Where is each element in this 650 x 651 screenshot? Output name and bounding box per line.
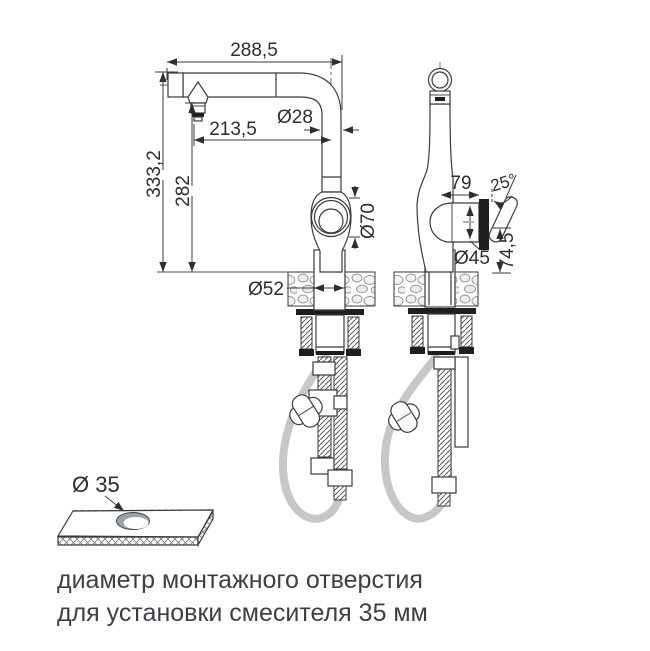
body-profile (417, 104, 453, 272)
hose-nut (328, 470, 352, 486)
mounting-stud (461, 316, 472, 347)
mounting-hole-bottom (124, 517, 149, 529)
dim-side-body-diameter: Ø45 (454, 248, 490, 269)
dim-handle-clearance: 74,5 (497, 232, 518, 270)
under-counter-assembly-side (382, 308, 476, 519)
front-view (144, 40, 379, 519)
handle-base (479, 199, 489, 250)
mounting-bracket (455, 357, 468, 447)
caption-line-1: диаметр монтажного отверстия (57, 566, 423, 594)
spout (183, 73, 341, 192)
dim-spout-reach: 213,5 (209, 119, 257, 140)
dim-aerator-height: 282 (173, 175, 194, 207)
caption-line-2: для установки смесителя 35 мм (57, 599, 428, 627)
aerator (191, 103, 205, 113)
mounting-stud (348, 317, 359, 349)
dim-body-diameter: Ø70 (358, 203, 379, 239)
mounting-stud (412, 316, 423, 347)
cutout-inset (58, 472, 213, 545)
supply-hose (438, 357, 451, 477)
pullout-hose (283, 357, 342, 519)
dim-hole-diameter: Ø 35 (72, 472, 120, 497)
side-view (382, 62, 519, 519)
dim-tube-diameter: Ø28 (277, 107, 313, 128)
slab-front-face (58, 537, 198, 545)
dim-handle-angle: 25° (488, 169, 519, 196)
dim-handle-offset: 79 (450, 173, 472, 194)
dim-total-height: 333,2 (144, 150, 165, 198)
hose-nut (432, 477, 456, 493)
faucet-front (168, 73, 351, 310)
mounting-stud (301, 317, 312, 349)
spout-tip-cap (168, 73, 183, 97)
mounting-flange (408, 308, 476, 314)
caption (57, 566, 428, 627)
side-arm (430, 203, 479, 242)
under-counter-assembly-front (283, 309, 364, 519)
dim-base-diameter: Ø52 (248, 279, 284, 300)
dim-spout-width: 288,5 (230, 40, 278, 61)
